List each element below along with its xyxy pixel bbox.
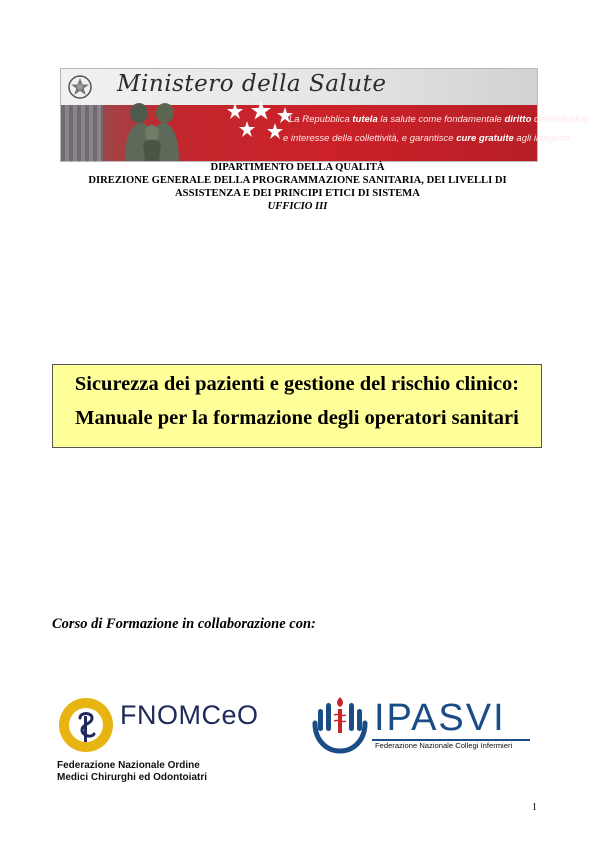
ministry-name: Ministero della Salute [117, 71, 387, 97]
republic-emblem-icon [67, 73, 93, 101]
statue-image [107, 99, 197, 161]
ipasvi-subtitle: Federazione Nazionale Collegi Infermieri [375, 741, 513, 750]
document-title-line-2: Manuale per la formazione degli operatori sanitari [75, 407, 519, 429]
ipasvi-logo-icon [309, 693, 371, 755]
fnomceo-logo-icon [56, 694, 116, 756]
ministry-banner [60, 68, 589, 162]
motto-line-1: La Repubblica tutela la salute come fondamentale diritto dell'individuo [289, 114, 589, 125]
motto-line-2: e interesse della collettività, e garantisce cure gratuite agli indigenti. [283, 133, 572, 144]
department-title: DIPARTIMENTO DELLA QUALITÀ [210, 162, 385, 173]
page-number: 1 [532, 802, 537, 813]
directorate-line-2: ASSISTENZA E DEI PRINCIPI ETICI DI SISTEMA [175, 188, 420, 199]
document-title-box [52, 364, 542, 448]
fnomceo-subtitle-2: Medici Chirurghi ed Odontoiatri [57, 772, 207, 783]
course-note: Corso di Formazione in collaborazione con: [52, 616, 316, 632]
fnomceo-subtitle-1: Federazione Nazionale Ordine [57, 760, 200, 771]
directorate-line-1: DIREZIONE GENERALE DELLA PROGRAMMAZIONE SANITARIA, DEI LIVELLI DI [88, 175, 507, 186]
document-title-line-1: Sicurezza dei pazienti e gestione del rischio clinico: [74, 373, 520, 395]
office-name: UFFICIO III [267, 201, 328, 212]
fnomceo-name: FNOMCeO [120, 700, 259, 730]
building-image [61, 105, 103, 161]
ipasvi-name: IPASVI [374, 697, 506, 739]
